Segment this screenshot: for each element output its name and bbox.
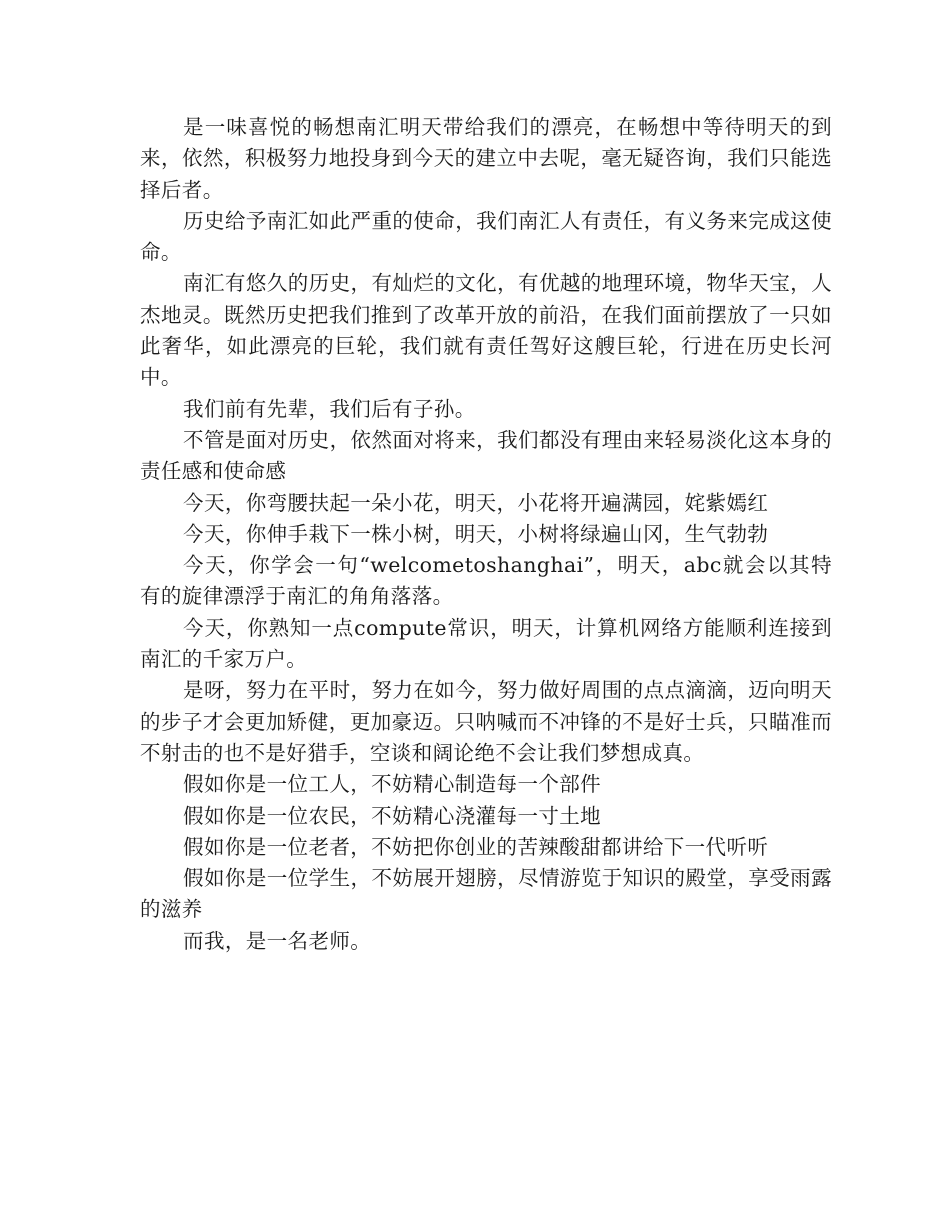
paragraph: 是一味喜悦的畅想南汇明天带给我们的漂亮，在畅想中等待明天的到来，依然，积极努力地投身到今天的建立中去呢，毫无疑咨询，我们只能选择后者。 [140, 115, 832, 202]
document-body [140, 112, 832, 957]
paragraph: 假如你是一位老者，不妨把你创业的苦辣酸甜都讲给下一代听听 [183, 834, 769, 859]
paragraph: 今天，你熟知一点compute常识，明天，计算机网络方能顺利连接到南汇的千家万户。 [140, 615, 832, 672]
paragraph: 假如你是一位农民，不妨精心浇灌每一寸土地 [183, 803, 602, 828]
paragraph: 假如你是一位工人，不妨精心制造每一个部件 [183, 772, 602, 797]
paragraph: 今天，你伸手栽下一株小树，明天，小树将绿遍山冈，生气勃勃 [183, 521, 769, 546]
paragraph: 今天，你弯腰扶起一朵小花，明天，小花将开遍满园，姹紫嫣红 [183, 490, 769, 515]
paragraph: 我们前有先辈，我们后有子孙。 [183, 396, 476, 421]
paragraph: 而我，是一名老师。 [183, 928, 372, 953]
paragraph: 不管是面对历史，依然面对将来，我们都没有理由来轻易淡化这本身的责任感和使命感 [140, 427, 832, 484]
paragraph: 今天，你学会一句“welcometoshanghai”，明天，abc就会以其特有的旋律漂浮于南汇的角角落落。 [140, 553, 832, 609]
paragraph: 是呀，努力在平时，努力在如今，努力做好周围的点点滴滴，迈向明天的步子才会更加矫健，更加豪迈。只呐喊而不冲锋的不是好士兵，只瞄准而不射击的也不是好猎手，空谈和阔论绝不会让我们梦想成真。 [140, 678, 832, 765]
paragraph: 南汇有悠久的历史，有灿烂的文化，有优越的地理环境，物华天宝，人杰地灵。既然历史把我们推到了改革开放的前沿，在我们面前摆放了一只如此奢华，如此漂亮的巨轮，我们就有责任驾好这艘巨轮，行进在历史长河中。 [140, 271, 832, 390]
paragraph: 历史给予南汇如此严重的使命，我们南汇人有责任，有义务来完成这使命。 [140, 208, 832, 265]
paragraph: 假如你是一位学生，不妨展开翅膀，尽情游览于知识的殿堂，享受雨露的滋养 [140, 866, 832, 922]
